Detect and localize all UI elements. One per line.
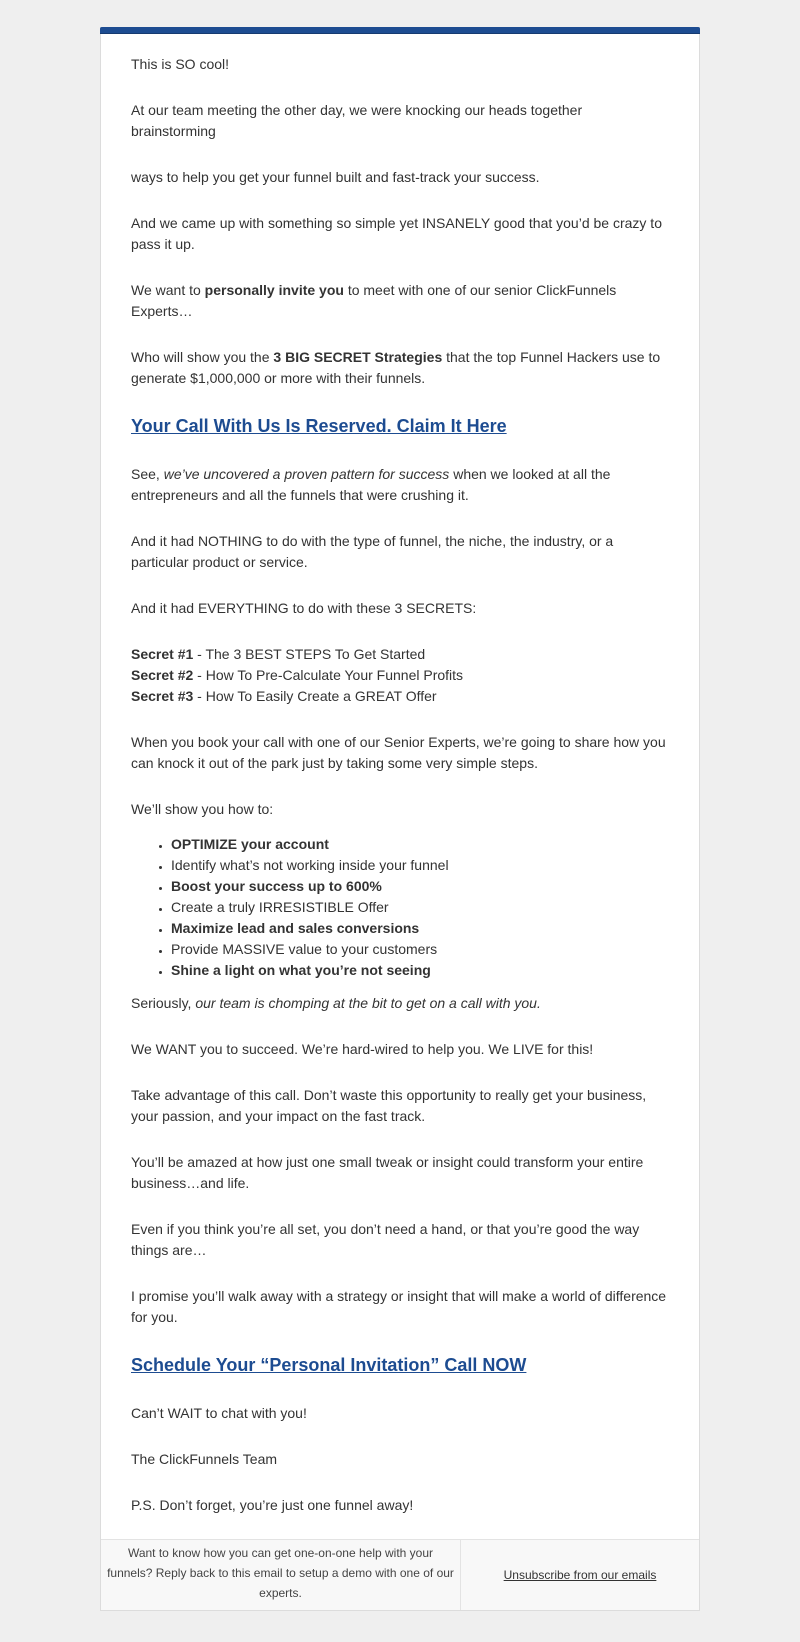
strategies-text-after: that the top Funnel Hackers use to generate $1,000,000 or more with their funnels. [131, 349, 661, 386]
invite-bold: personally invite you [204, 282, 344, 298]
list-item: • Boost your success up to 600% [171, 876, 669, 897]
invite-text-before: We want to [131, 282, 205, 298]
postscript: P.S. Don’t forget, you’re just one funnel away! [131, 1497, 414, 1513]
pattern-text-before: See, [131, 466, 164, 482]
list-item: • Create a truly IRRESISTIBLE Offer [171, 897, 669, 918]
paragraph-invite [131, 280, 669, 322]
paragraph-ways: ways to help you get your funnel built and fast-track your success. [131, 169, 540, 185]
paragraph-everything: And it had EVERYTHING to do with these 3 SECRETS: [131, 600, 477, 616]
secret-item [131, 686, 669, 707]
secret-text: - How To Easily Create a GREAT Offer [193, 688, 437, 704]
paragraph-take-advantage: Take advantage of this call. Don’t waste this opportunity to really get your business, your passion, and your impact on the fast track. [131, 1087, 647, 1124]
secret-label: Secret #1 [131, 646, 194, 662]
paragraph-cant-wait: Can’t WAIT to chat with you! [131, 1405, 307, 1421]
signature: The ClickFunnels Team [131, 1451, 278, 1467]
claim-call-link[interactable]: Your Call With Us Is Reserved. Claim It Here [131, 416, 507, 436]
schedule-call-heading [131, 1353, 669, 1377]
secret-label: Secret #3 [131, 688, 194, 704]
seriously-italic: our team is chomping at the bit to get on a call with you. [195, 995, 541, 1011]
secret-item [131, 665, 669, 686]
benefits-list [131, 834, 669, 981]
secret-item [131, 644, 669, 665]
footer-unsubscribe-cell [461, 1540, 699, 1610]
list-item: • Provide MASSIVE value to your customers [171, 939, 669, 960]
strategies-text-before: Who will show you the [131, 349, 274, 365]
paragraph-nothing: And it had NOTHING to do with the type of funnel, the niche, the industry, or a particular product or service. [131, 533, 614, 570]
secrets-list [131, 644, 669, 707]
secret-text: - How To Pre-Calculate Your Funnel Profits [193, 667, 464, 683]
paragraph-all-set: Even if you think you’re all set, you don’t need a hand, or that you’re good the way things are… [131, 1221, 640, 1258]
paragraph-intro: This is SO cool! [131, 56, 230, 72]
unsubscribe-link[interactable]: Unsubscribe from our emails [503, 1568, 657, 1582]
schedule-call-link[interactable]: Schedule Your “Personal Invitation” Call NOW [131, 1355, 527, 1375]
paragraph-meeting: At our team meeting the other day, we were knocking our heads together brainstorming [131, 102, 583, 139]
email-card [100, 27, 700, 1611]
secret-text: - The 3 BEST STEPS To Get Started [193, 646, 426, 662]
list-item: • Identify what’s not working inside your funnel [171, 855, 669, 876]
list-item: • OPTIMIZE your account [171, 834, 669, 855]
claim-call-heading [131, 414, 669, 438]
paragraph-want-succeed: We WANT you to succeed. We’re hard-wired to help you. We LIVE for this! [131, 1041, 594, 1057]
secret-label: Secret #2 [131, 667, 194, 683]
paragraph-promise: I promise you’ll walk away with a strategy or insight that will make a world of difference for you. [131, 1288, 667, 1325]
strategies-bold: 3 BIG SECRET Strategies [273, 349, 443, 365]
footer-help-text: Want to know how you can get one-on-one help with your funnels? Reply back to this email to setup a demo with one of our experts. [101, 1540, 461, 1610]
paragraph-pattern [131, 464, 669, 506]
seriously-text-before: Seriously, [131, 995, 196, 1011]
paragraph-amazed: You’ll be amazed at how just one small tweak or insight could transform your entire business…and life. [131, 1154, 644, 1191]
paragraph-seriously [131, 993, 669, 1014]
header-accent-bar [100, 27, 700, 34]
pattern-italic: we’ve uncovered a proven pattern for success [163, 466, 450, 482]
paragraph-book-call: When you book your call with one of our Senior Experts, we’re going to share how you can knock it out of the park just by taking some very simple steps. [131, 734, 666, 771]
invite-text-after: to meet with one of our senior ClickFunnels Experts… [131, 282, 617, 319]
paragraph-insanely-good: And we came up with something so simple yet INSANELY good that you’d be crazy to pass it up. [131, 215, 662, 252]
paragraph-show-you: We’ll show you how to: [131, 801, 274, 817]
list-item: • Maximize lead and sales conversions [171, 918, 669, 939]
paragraph-strategies [131, 347, 669, 389]
email-footer [101, 1539, 699, 1610]
pattern-text-after: when we looked at all the entrepreneurs and all the funnels that were crushing it. [131, 466, 611, 503]
list-item: • Shine a light on what you’re not seeing [171, 960, 669, 981]
email-body [101, 34, 699, 1516]
